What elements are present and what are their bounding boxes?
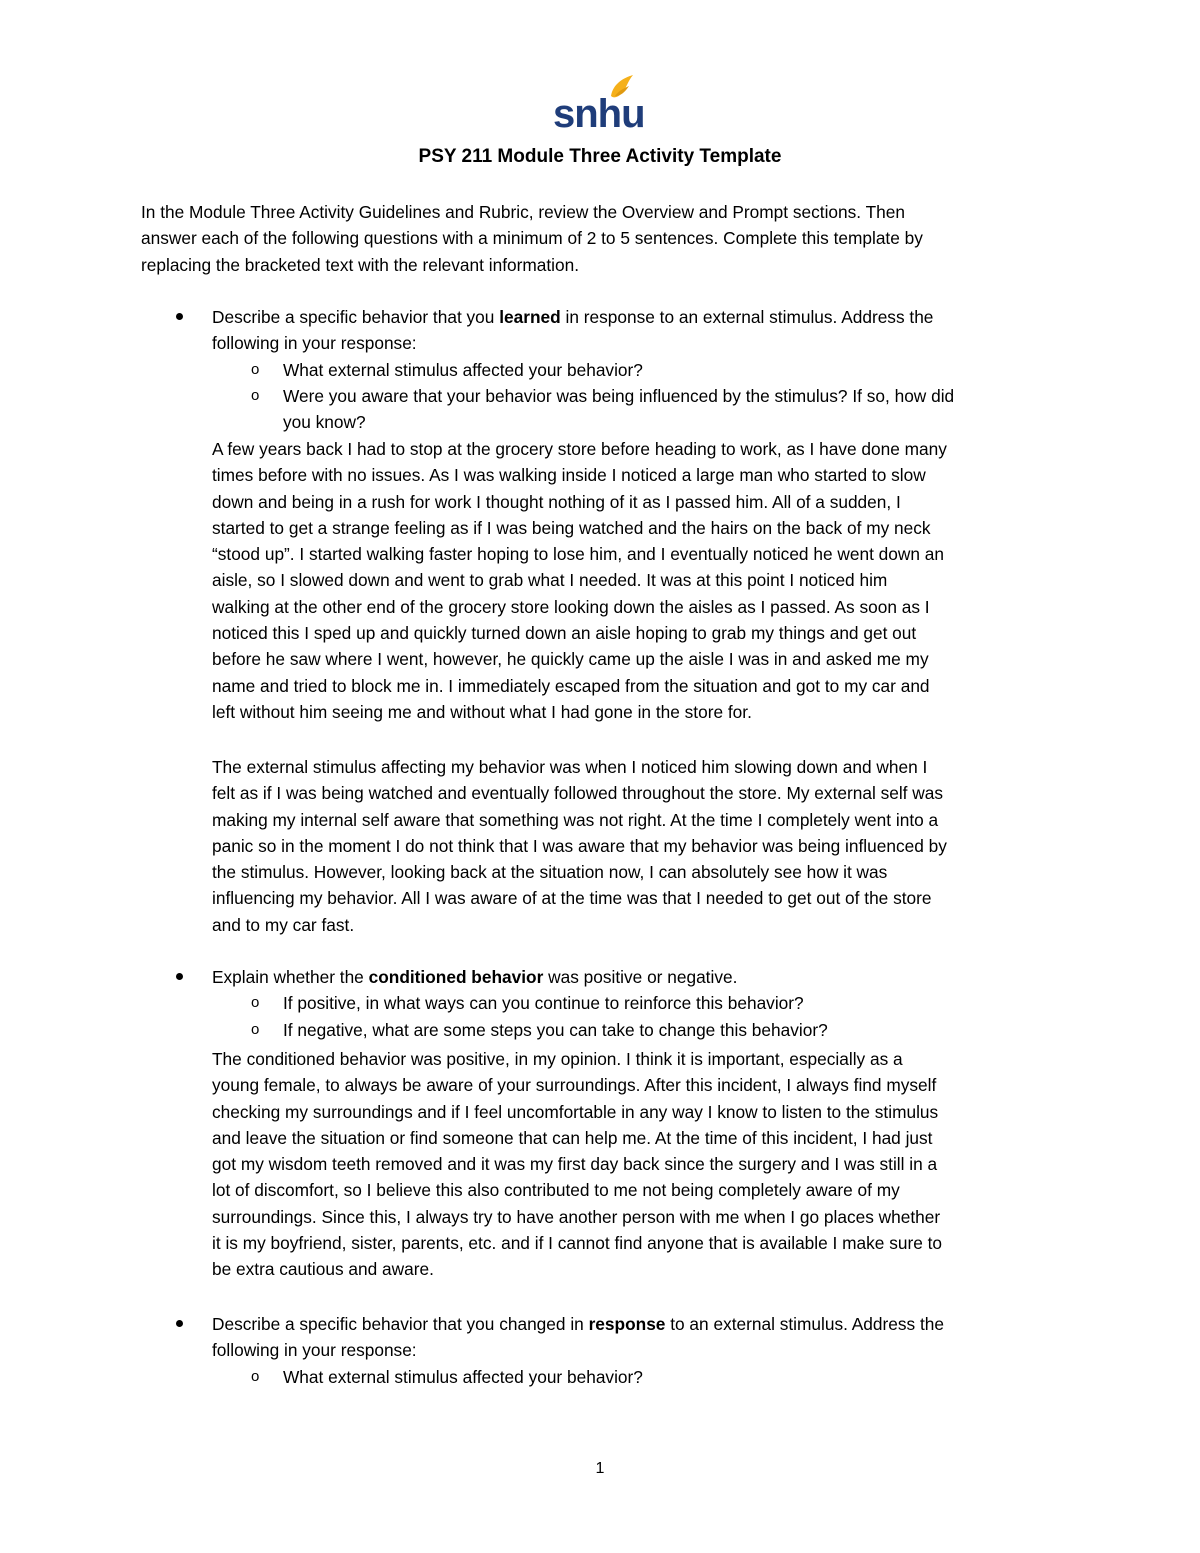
answer-line: times before with no issues. As I was walking inside I noticed a large man who started to slow bbox=[212, 465, 926, 486]
answer-line: got my wisdom teeth removed and it was my first day back since the surgery and I was still in a bbox=[212, 1154, 938, 1175]
answer-line: felt as if I was being watched and eventually followed throughout the store. My external self was bbox=[212, 783, 944, 804]
question-1 bbox=[212, 304, 933, 357]
sub-bullet-icon: o bbox=[251, 994, 260, 1011]
bullet-icon bbox=[176, 313, 183, 320]
answer-line: The conditioned behavior was positive, in my opinion. I think it is important, especially as a bbox=[212, 1049, 903, 1069]
answer-1-paragraph-2 bbox=[212, 754, 947, 938]
sub-bullet-icon: o bbox=[251, 361, 260, 378]
answer-line: The external stimulus affecting my behavior was when I noticed him slowing down and when I bbox=[212, 757, 928, 777]
answer-line: panic so in the moment I do not think that I was aware that my behavior was being influenced by bbox=[212, 835, 947, 856]
page-number: 1 bbox=[595, 1460, 605, 1477]
question-1-sub-2: Were you aware that your behavior was being influenced by the stimulus? If so, how did you know? bbox=[283, 386, 955, 433]
sub-bullet-icon: o bbox=[251, 387, 260, 404]
answer-line: before he saw where I went, however, he quickly came up the aisle I was in and asked me my bbox=[212, 649, 929, 670]
question-2 bbox=[212, 964, 737, 990]
snhu-logo bbox=[553, 74, 643, 134]
answer-line: and to my car fast. bbox=[212, 914, 355, 935]
answer-line: A few years back I had to stop at the grocery store before heading to work, as I have done many bbox=[212, 439, 947, 459]
answer-line: walking at the other end of the grocery store looking down the aisles as I passed. As soon as I bbox=[212, 596, 930, 617]
intro-line: In the Module Three Activity Guidelines and Rubric, review the Overview and Prompt sections. Then bbox=[141, 202, 905, 222]
question-3-line-2: following in your response: bbox=[212, 1340, 417, 1361]
answer-line: noticed this I sped up and quickly turned down an aisle hoping to grab my things and get out bbox=[212, 623, 917, 644]
bullet-icon bbox=[176, 973, 183, 980]
answer-line: left without him seeing me and without what I had gone in the store for. bbox=[212, 701, 752, 722]
answer-line: aisle, so I slowed down and went to grab what I needed. It was at this point I noticed him bbox=[212, 570, 888, 591]
intro-line: replacing the bracketed text with the relevant information. bbox=[141, 254, 580, 275]
answer-line: be extra cautious and aware. bbox=[212, 1259, 434, 1280]
answer-line: surroundings. Since this, I always try to have another person with me when I go places whether bbox=[212, 1206, 941, 1227]
answer-line: and leave the situation or find someone that can help me. At the time of this incident, I had just bbox=[212, 1127, 933, 1148]
answer-line: name and tried to block me in. I immediately escaped from the situation and got to my car and bbox=[212, 675, 930, 696]
answer-line: checking my surroundings and if I feel uncomfortable in any way I know to listen to the stimulus bbox=[212, 1101, 939, 1122]
page-title: PSY 211 Module Three Activity Template bbox=[418, 146, 782, 167]
question-2-sub-2: If negative, what are some steps you can take to change this behavior? bbox=[283, 1020, 828, 1040]
question-1-line-1: Describe a specific behavior that you learned in response to an external stimulus. Address the bbox=[212, 307, 934, 327]
sub-bullet-icon: o bbox=[251, 1021, 260, 1038]
question-1-line-2: following in your response: bbox=[212, 333, 417, 354]
answer-2-paragraph bbox=[212, 1046, 942, 1283]
question-2-line-1: Explain whether the conditioned behavior was positive or negative. bbox=[212, 967, 738, 987]
intro-paragraph bbox=[141, 199, 923, 278]
question-1-sub-1: What external stimulus affected your behavior? bbox=[283, 360, 643, 380]
question-3-sub-1: What external stimulus affected your behavior? bbox=[283, 1367, 643, 1387]
question-3 bbox=[212, 1311, 944, 1364]
logo-wordmark: snhu bbox=[553, 92, 645, 136]
answer-line: down and being in a rush for work I thought nothing of it as I passed him. All of a sudden, I bbox=[212, 491, 901, 512]
answer-line: influencing my behavior. All I was aware of at the time was that I needed to get out of the store bbox=[212, 888, 932, 909]
question-2-sub-1: If positive, in what ways can you continue to reinforce this behavior? bbox=[283, 993, 804, 1013]
question-3-line-1: Describe a specific behavior that you changed in response to an external stimulus. Address the bbox=[212, 1314, 944, 1334]
sub-bullet-icon: o bbox=[251, 1368, 260, 1385]
answer-line: started to get a strange feeling as if I was being watched and the hairs on the back of my neck bbox=[212, 517, 931, 538]
answer-line: lot of discomfort, so I believe this also contributed to me not being completely aware of my bbox=[212, 1180, 900, 1201]
answer-line: it is my boyfriend, sister, parents, etc. and if I cannot find anyone that is available I make sure to bbox=[212, 1233, 943, 1254]
answer-line: the stimulus. However, looking back at the situation now, I can absolutely see how it was bbox=[212, 862, 888, 883]
intro-line: answer each of the following questions with a minimum of 2 to 5 sentences. Complete this template by bbox=[141, 228, 923, 249]
answer-line: making my internal self aware that something was not right. At the time I completely went into a bbox=[212, 809, 939, 830]
answer-line: young female, to always be aware of your surroundings. After this incident, I always find myself bbox=[212, 1075, 937, 1096]
bullet-icon bbox=[176, 1320, 183, 1327]
answer-1-paragraph-1 bbox=[212, 436, 947, 725]
answer-line: “stood up”. I started walking faster hoping to lose him, and I eventually noticed he went down an bbox=[212, 544, 945, 565]
